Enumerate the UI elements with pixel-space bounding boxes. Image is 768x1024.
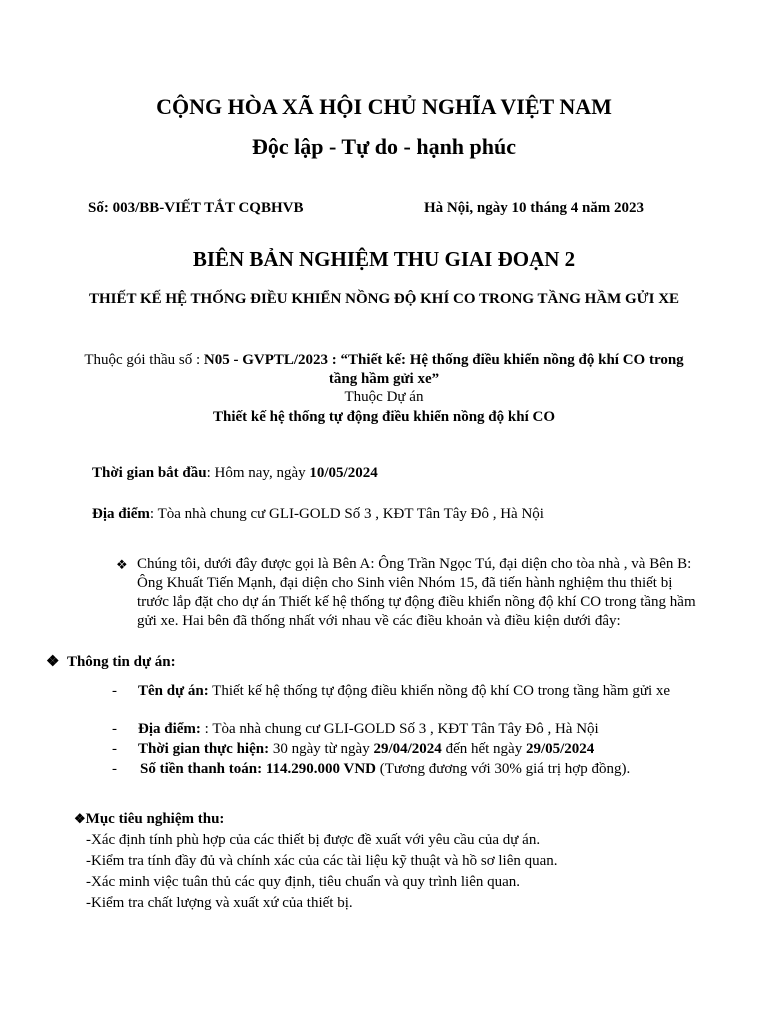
goals-title: Mục tiêu nghiệm thu: [85,811,225,827]
project-name-value: Thiết kế hệ thống tự động điều khiển nồng độ khí CO trong tầng hầm gửi xe [208,683,671,699]
goal-item: -Kiểm tra tính đầy đủ và chính xác của các tài liệu kỹ thuật và hồ sơ liên quan. [86,853,558,869]
location-value: : Tòa nhà chung cư GLI-GOLD Số 3 , KĐT Tân Tây Đô , Hà Nội [149,506,544,522]
diamond-bullet-icon: ❖ [74,811,86,826]
diamond-bullet-icon: ❖ [46,654,60,670]
list-dash: - [112,683,117,699]
nation-heading: CỘNG HÒA XÃ HỘI CHỦ NGHĨA VIỆT NAM [156,94,612,119]
project-location-value: : Tòa nhà chung cư GLI-GOLD Số 3 , KĐT Tân Tây Đô , Hà Nội [204,721,599,737]
location-line [92,506,544,523]
list-dash: - [112,741,117,757]
package-code: N05 - GVPTL/2023 : “Thiết kế: Hệ thống điều khiển nồng độ khí CO trong tầng hầm gửi xe” [203,352,684,387]
project-name-label: Tên dự án: [138,683,209,699]
reference-number: Số: 003/BB-VIẾT TẮT CQBHVB [88,200,304,216]
list-dash: - [112,721,117,737]
goal-item: -Xác định tính phù hợp của các thiết bị được đề xuất với yêu cầu của dự án. [86,832,541,848]
goal-item: -Kiểm tra chất lượng và xuất xứ của thiết bị. [86,895,353,911]
diamond-bullet-icon: ❖ [116,557,128,572]
project-location-label: Địa điểm: [138,721,205,737]
goal-item: -Xác minh việc tuân thủ các quy định, tiêu chuẩn và quy trình liên quan. [86,874,521,890]
list-item [112,740,712,758]
project-info-title: Thông tin dự án: [66,654,176,670]
duration-mid2: đến hết ngày [441,741,526,757]
goals-heading [74,811,224,828]
duration-to: 29/05/2024 [525,741,595,757]
package-prefix: Thuộc gói thầu số : [84,352,204,368]
duration-label: Thời gian thực hiện: [138,741,270,757]
motto-heading: Độc lập - Tự do - hạnh phúc [251,134,517,159]
list-item [112,682,712,718]
payment-value: (Tương đương với 30% giá trị hợp đồng). [376,761,631,777]
start-time-sep: : Hôm nay, ngày [206,465,310,481]
document-subtitle: THIẾT KẾ HỆ THỐNG ĐIỀU KHIỂN NỒNG ĐỘ KHÍ CO TRONG TẦNG HẦM GỬI XE [88,291,680,307]
duration-from: 29/04/2024 [373,741,442,757]
list-item [112,720,712,738]
package-line [80,351,688,389]
duration-mid: 30 ngày từ ngày [269,741,374,757]
list-item [112,760,712,778]
project-name: Thiết kế hệ thống tự động điều khiển nồng độ khí CO [212,409,556,425]
payment-label: Số tiền thanh toán: 114.290.000 VND [140,761,377,777]
start-time-label: Thời gian bắt đầu [92,465,207,481]
start-time-date: 10/05/2024 [309,465,378,481]
document-title: BIÊN BẢN NGHIỆM THU GIAI ĐOẠN 2 [192,247,576,271]
project-info-heading [46,652,176,671]
start-time-line [92,465,378,482]
location-label: Địa điểm [92,506,150,522]
place-date: Hà Nội, ngày 10 tháng 4 năm 2023 [424,200,645,216]
project-label: Thuộc Dự án [344,389,424,405]
intro-text: Chúng tôi, dưới đây được gọi là Bên A: Ông Trần Ngọc Tú, đại diện cho tòa nhà , và Bên B: Ông Khuất Tiến Mạnh, đại diện cho Sinh viên Nhóm 15, đã tiến hành nghiệm thu thiết bị trước lắp đặt cho dự án Thiết kế hệ thống tự động điều khiển nồng độ khí CO trong tầng hầm gửi xe. Hai bên đã thống nhất với nhau về các điều khoản và điều kiện dưới đây: [137,556,696,629]
list-dash: - [112,761,117,777]
